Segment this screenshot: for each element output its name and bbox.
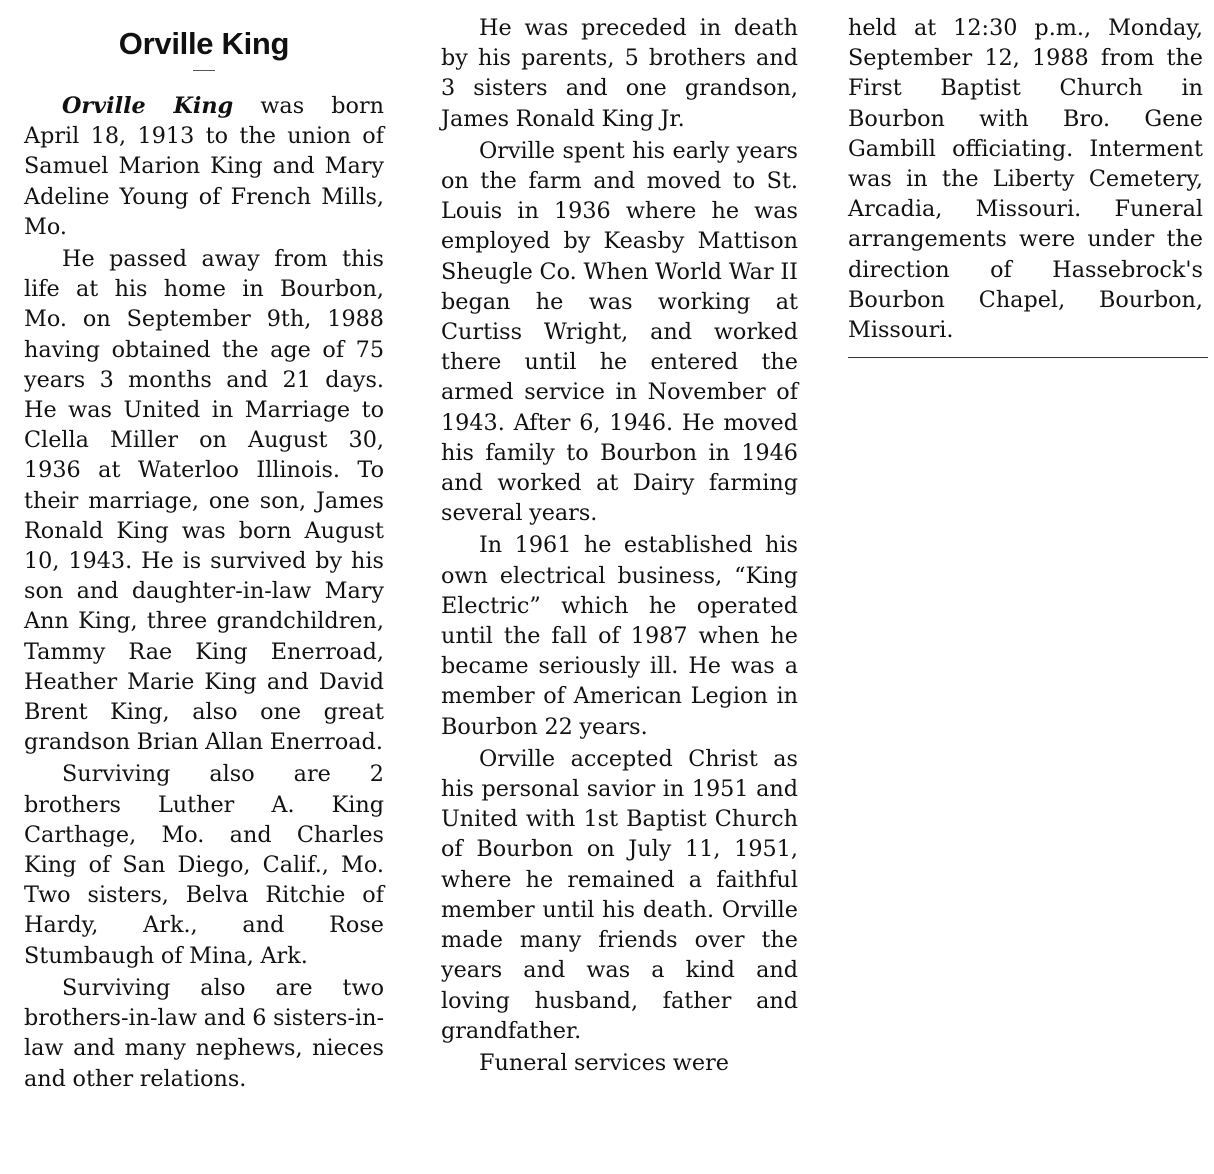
paragraph-preceded: He was preceded in death by his parents, 5 brothers and 3 sisters and one grandson, James Ronald King Jr. <box>441 15 798 132</box>
obituary-column-2 <box>441 0 798 1078</box>
paragraph-death-and-family: He passed away from this life at his home in Bourbon, Mo. on September 9th, 1988 having obtained the age of 75 years 3 months and 21 days. He was United in Marriage to Clella Miller on August 30, 1936 at Waterloo Illinois. To their marriage, one son, James Ronald King was born August 10, 1943. He is survived by his son and daughter-in-law Mary Ann King, three grandchildren, Tammy Rae King Enerroad, Heather Marie King and David Brent King, also one great grandson Brian Allan Enerroad. <box>24 246 384 756</box>
paragraph-faith: Orville accepted Christ as his personal savior in 1951 and United with 1st Baptist Church of Bourbon on July 11, 1951, where he remained a faithful member until his death. Orville made many friends over the years and was a kind and loving husband, father and grandfather. <box>441 745 798 1044</box>
paragraph-funeral-continued: held at 12:30 p.m., Monday, September 12, 1988 from the First Baptist Church in Bourbon with Bro. Gene Gambill officiating. Interment was in the Liberty Cemetery, Arcadia, Missouri. Funeral arrangements were under the direction of Hassebrock's Bourbon Chapel, Bourbon, Missouri. <box>848 15 1203 344</box>
paragraph-birth-text: was born April 18, 1913 to the union of Samuel Marion King and Mary Adeline Young of French Mills, Mo. <box>24 93 384 240</box>
obituary-column-1 <box>24 0 384 1094</box>
paragraph-birth <box>24 91 384 242</box>
paragraph-business: In 1961 he established his own electrical business, “King Electric” which he operated until the fall of 1987 when he became seriously ill. He was a member of American Legion in Bourbon 22 years. <box>441 532 798 740</box>
obituary-column-3 <box>848 0 1203 358</box>
headline-rule <box>193 70 215 71</box>
headline: Orville King <box>118 26 290 61</box>
paragraph-siblings: Surviving also are 2 brothers Luther A. King Carthage, Mo. and Charles King of San Diego, Calif., Mo. Two sisters, Belva Ritchie of Hardy, Ark., and Rose Stumbaugh of Mina, Ark. <box>24 761 384 969</box>
paragraph-funeral-start: Funeral services were <box>479 1049 729 1076</box>
paragraph-in-laws: Surviving also are two brothers-in-law and 6 sisters-in-law and many nephews, nieces and other relations. <box>24 974 384 1092</box>
lead-name: Orville King <box>62 93 234 119</box>
end-rule <box>848 357 1208 358</box>
paragraph-early-years: Orville spent his early years on the farm and moved to St. Louis in 1936 where he was employed by Keasby Mattison Sheugle Co. When World War II began he was working at Curtiss Wright, and worked there until he entered the armed service in November of 1943. After 6, 1946. He moved his family to Bourbon in 1946 and worked at Dairy farming several years. <box>441 137 798 527</box>
